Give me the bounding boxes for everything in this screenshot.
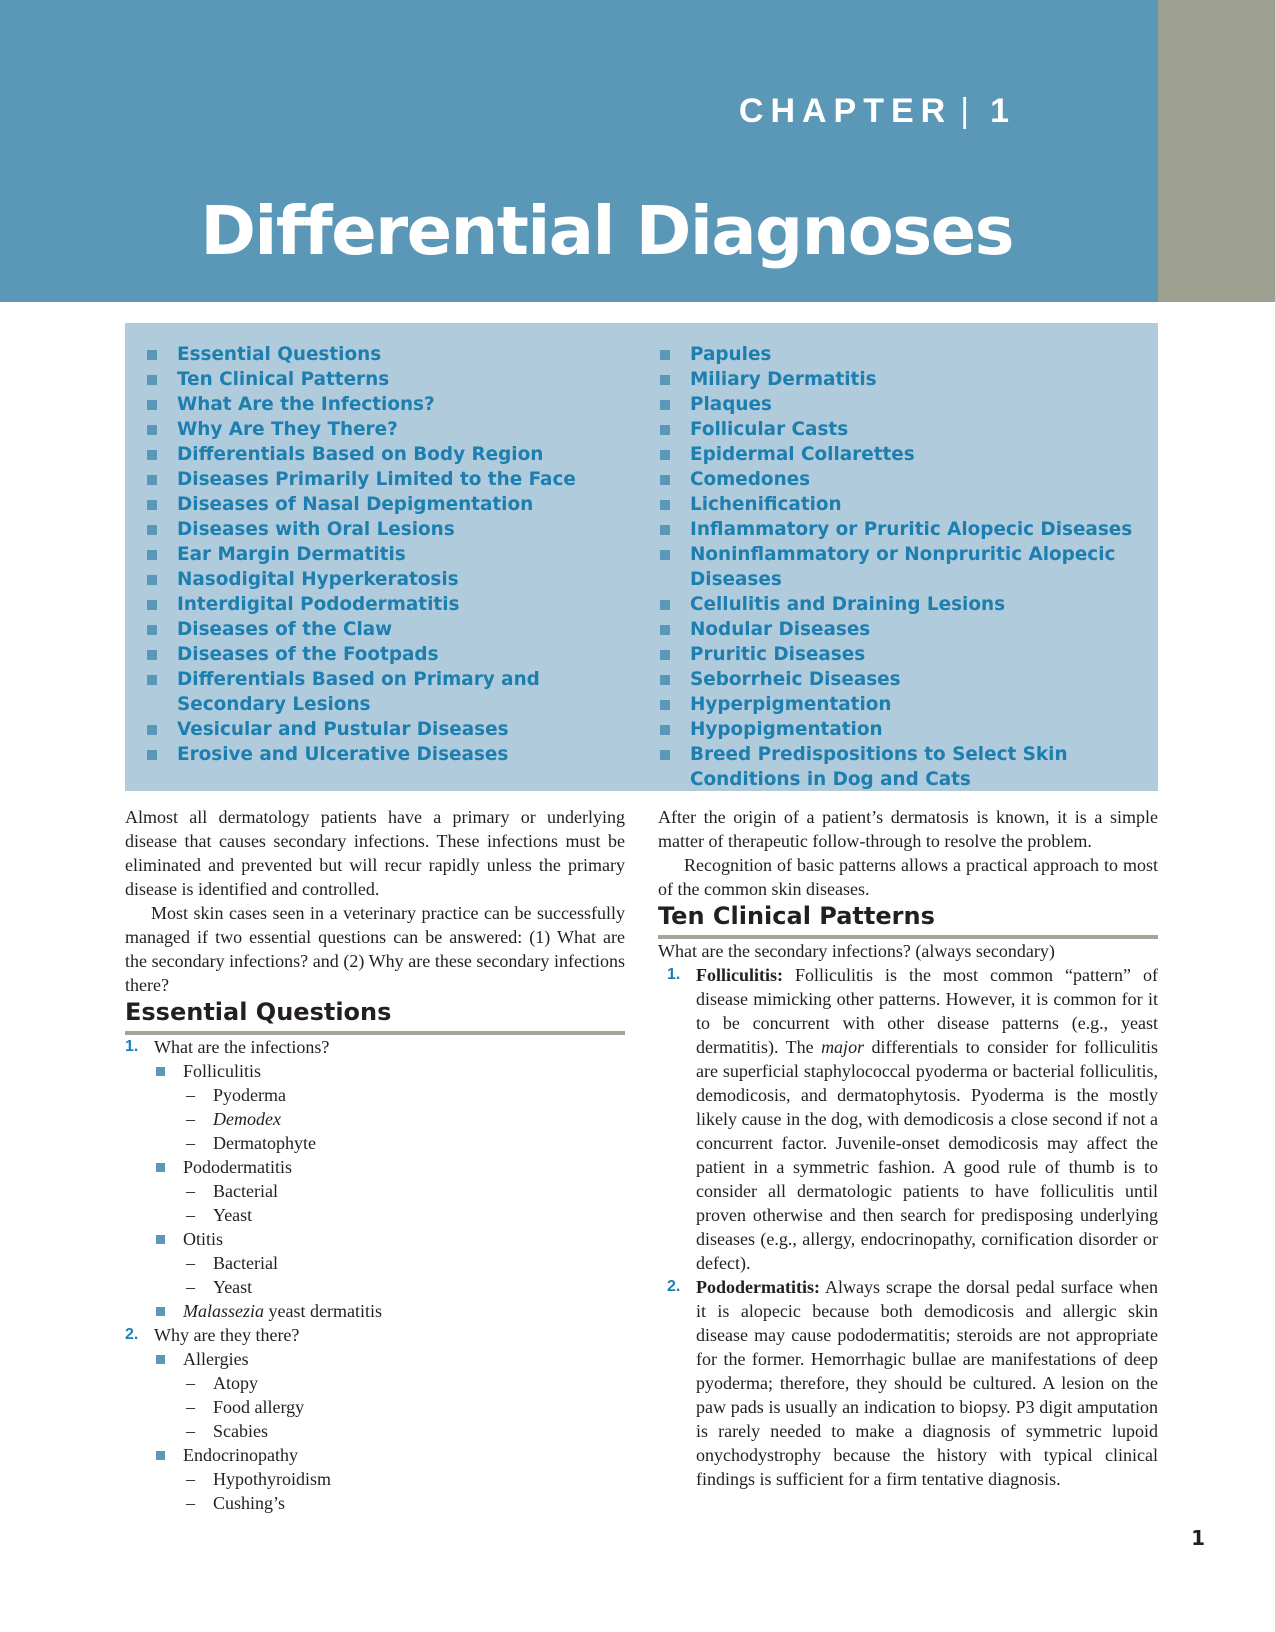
toc-entry-label: Miliary Dermatitis (690, 369, 877, 390)
dash-icon: – (186, 1085, 195, 1105)
toc-entry[interactable] (638, 467, 1138, 492)
bullet-text: Otitis (183, 1229, 224, 1249)
square-bullet-icon (147, 600, 157, 610)
toc-entry[interactable] (638, 667, 1138, 692)
bullet-text: Folliculitis (183, 1061, 262, 1081)
square-bullet-icon (147, 625, 157, 635)
pattern-emphasis: major (821, 1037, 865, 1057)
toc-entry-label: Breed Predispositions to Select Skin Conditions in Dog and Cats (690, 744, 1068, 790)
dash-text: Atopy (213, 1373, 258, 1393)
dash-text: Cushing’s (213, 1493, 286, 1513)
dash-icon: – (186, 1397, 195, 1417)
square-bullet-icon (156, 1235, 165, 1244)
dash-text: Food allergy (213, 1397, 305, 1417)
toc-entry-label: Differentials Based on Body Region (177, 444, 544, 465)
pattern-term: Pododermatitis: (696, 1277, 820, 1297)
toc-entry-label: Nodular Diseases (690, 619, 871, 640)
square-bullet-icon (660, 650, 670, 660)
dash-text: Yeast (213, 1277, 253, 1297)
square-bullet-icon (147, 375, 157, 385)
dash-icon: – (186, 1421, 195, 1441)
item-number: 2. (125, 1326, 139, 1343)
toc-entry-label: Epidermal Collarettes (690, 444, 915, 465)
pattern-text: Always scrape the dorsal pedal surface when it is alopecic because both demodicosis and allergic skin disease may cause pododermatitis; steroids are not appropriate for the former. Hemorrhagic bullae are manifestations of deep pyoderma; therefore, they should be cultured. A lesion on the paw pads is usually an indication to biopsy. P3 digit amputation is rarely needed to make a diagnosis of symmetric lupoid onychodystrophy because the history with typical clinical findings is sufficient for a firm tentative diagnosis. (696, 1277, 1158, 1489)
toc-entry-label: Diseases Primarily Limited to the Face (177, 469, 576, 490)
ten-clinical-patterns-heading: Ten Clinical Patterns (658, 901, 1158, 939)
chapter-header-band (0, 0, 1158, 302)
dash-icon: – (186, 1493, 195, 1513)
dash-icon: – (186, 1373, 195, 1393)
square-bullet-icon (147, 350, 157, 360)
square-bullet-icon (660, 475, 670, 485)
toc-entry-label: Cellulitis and Draining Lesions (690, 594, 1006, 615)
toc-entry-label: Comedones (690, 469, 811, 490)
bullet-item (125, 1443, 625, 1467)
dash-item (125, 1395, 625, 1419)
item-text: Why are they there? (154, 1325, 300, 1345)
square-bullet-icon (660, 675, 670, 685)
toc-entry[interactable] (125, 392, 615, 417)
square-bullet-icon (660, 350, 670, 360)
toc-entry[interactable] (125, 542, 615, 567)
toc-entry-label: Diseases with Oral Lesions (177, 519, 455, 540)
dash-text: Bacterial (213, 1253, 278, 1273)
toc-entry[interactable] (638, 392, 1138, 417)
toc-entry[interactable] (638, 342, 1138, 367)
dash-item (125, 1371, 625, 1395)
bullet-text-italic: Malassezia (183, 1301, 264, 1321)
toc-entry[interactable] (125, 742, 615, 767)
toc-entry-label: Inflammatory or Pruritic Alopecic Diseases (690, 519, 1133, 540)
toc-entry-label: Noninflammatory or Nonpruritic Alopecic Diseases (690, 544, 1116, 590)
square-bullet-icon (147, 475, 157, 485)
dash-text: Hypothyroidism (213, 1469, 332, 1489)
toc-entry-label: Diseases of the Footpads (177, 644, 439, 665)
toc-entry[interactable] (638, 542, 1138, 592)
square-bullet-icon (147, 750, 157, 760)
right-text-column (658, 805, 1158, 1491)
toc-entry[interactable] (125, 592, 615, 617)
bullet-text: Endocrinopathy (183, 1445, 298, 1465)
square-bullet-icon (660, 550, 670, 560)
bullet-text: Pododermatitis (183, 1157, 292, 1177)
square-bullet-icon (156, 1307, 165, 1316)
toc-entry-label: Interdigital Pododermatitis (177, 594, 460, 615)
bullet-item (125, 1347, 625, 1371)
toc-left-column (125, 342, 615, 767)
toc-entry-label: Hyperpigmentation (690, 694, 892, 715)
square-bullet-icon (147, 675, 157, 685)
toc-entry[interactable] (125, 567, 615, 592)
square-bullet-icon (660, 500, 670, 510)
toc-entry-label: Nasodigital Hyperkeratosis (177, 569, 459, 590)
chapter-contents-box (125, 323, 1158, 791)
square-bullet-icon (156, 1067, 165, 1076)
item-number: 1. (125, 1038, 139, 1055)
square-bullet-icon (660, 525, 670, 535)
toc-entry-label: Pruritic Diseases (690, 644, 866, 665)
page-number: 1 (1191, 1526, 1205, 1550)
dash-item (125, 1203, 625, 1227)
dash-icon: – (186, 1133, 195, 1153)
square-bullet-icon (147, 500, 157, 510)
dash-item (125, 1275, 625, 1299)
pattern-term: Folliculitis: (696, 965, 783, 985)
toc-entry-label: Why Are They There? (177, 419, 398, 440)
dash-icon: – (186, 1469, 195, 1489)
toc-entry-label: Papules (690, 344, 772, 365)
toc-entry[interactable] (638, 442, 1138, 467)
toc-entry-label: Ten Clinical Patterns (177, 369, 390, 390)
dash-item (125, 1131, 625, 1155)
toc-entry[interactable] (125, 517, 615, 542)
pattern-text: Folliculitis is the most common “pattern” of disease mimicking other patterns. However, it is common for it to be concurrent with other disease patterns (e.g., yeast dermatitis). The (696, 965, 1158, 1057)
square-bullet-icon (660, 625, 670, 635)
dash-text: Pyoderma (213, 1085, 286, 1105)
dash-item (125, 1179, 625, 1203)
toc-entry[interactable] (638, 592, 1138, 617)
toc-entry[interactable] (125, 667, 615, 717)
toc-entry[interactable] (125, 642, 615, 667)
square-bullet-icon (147, 400, 157, 410)
square-bullet-icon (660, 750, 670, 760)
dash-item (125, 1491, 625, 1515)
square-bullet-icon (147, 425, 157, 435)
dash-icon: – (186, 1277, 195, 1297)
toc-entry-label: Essential Questions (177, 344, 382, 365)
square-bullet-icon (660, 400, 670, 410)
dash-text: Bacterial (213, 1181, 278, 1201)
dash-item (125, 1419, 625, 1443)
dash-text: Dermatophyte (213, 1133, 316, 1153)
toc-entry-label: Hypopigmentation (690, 719, 883, 740)
square-bullet-icon (156, 1355, 165, 1364)
square-bullet-icon (147, 525, 157, 535)
toc-entry-label: Diseases of the Claw (177, 619, 393, 640)
dash-icon: – (186, 1253, 195, 1273)
chapter-number: 1 (990, 92, 1016, 130)
chapter-label (739, 92, 1016, 131)
numbered-pattern-item (658, 1275, 1158, 1491)
square-bullet-icon (660, 700, 670, 710)
item-number: 1. (667, 966, 681, 983)
dash-icon: – (186, 1205, 195, 1225)
numbered-item (125, 1323, 625, 1347)
chapter-word: CHAPTER (738, 92, 953, 130)
toc-entry[interactable] (125, 417, 615, 442)
toc-right-column (638, 342, 1138, 792)
square-bullet-icon (147, 550, 157, 560)
dash-icon: – (186, 1181, 195, 1201)
toc-entry[interactable] (125, 617, 615, 642)
intro-paragraph: Most skin cases seen in a veterinary practice can be successfully managed if two essential questions can be answered: (1) What are the secondary infections? and (2) Why are these secondary infections there? (125, 903, 625, 995)
chapter-header-side-tab (1158, 0, 1275, 302)
toc-entry[interactable] (125, 492, 615, 517)
toc-entry[interactable] (638, 742, 1138, 792)
bullet-item (125, 1155, 625, 1179)
dash-item (125, 1107, 625, 1131)
toc-entry[interactable] (638, 367, 1138, 392)
square-bullet-icon (147, 725, 157, 735)
toc-entry[interactable] (638, 692, 1138, 717)
square-bullet-icon (660, 450, 670, 460)
toc-entry[interactable] (638, 517, 1138, 542)
numbered-pattern-item (658, 963, 1158, 1275)
bullet-item (125, 1059, 625, 1083)
toc-entry[interactable] (125, 442, 615, 467)
bullet-item (125, 1299, 625, 1323)
square-bullet-icon (156, 1451, 165, 1460)
toc-entry[interactable] (638, 642, 1138, 667)
toc-entry-label: Follicular Casts (690, 419, 849, 440)
dash-item (125, 1467, 625, 1491)
dash-text: Demodex (213, 1109, 281, 1129)
chapter-title: Differential Diagnoses (200, 192, 1013, 270)
body-paragraph: After the origin of a patient’s dermatosis is known, it is a simple matter of therapeutic follow-through to resolve the problem. (658, 807, 1158, 851)
dash-text: Yeast (213, 1205, 253, 1225)
numbered-item (125, 1035, 625, 1059)
bullet-text: Allergies (183, 1349, 249, 1369)
square-bullet-icon (660, 425, 670, 435)
toc-entry-label: Ear Margin Dermatitis (177, 544, 406, 565)
toc-entry-label: Plaques (690, 394, 772, 415)
toc-entry-label: Lichenification (690, 494, 842, 515)
square-bullet-icon (156, 1163, 165, 1172)
toc-entry-label: Vesicular and Pustular Diseases (177, 719, 509, 740)
square-bullet-icon (660, 375, 670, 385)
essential-questions-heading: Essential Questions (125, 997, 625, 1035)
lead-sentence: What are the secondary infections? (always secondary) (658, 941, 1055, 961)
square-bullet-icon (147, 650, 157, 660)
left-text-column (125, 805, 625, 1515)
toc-entry-label: Differentials Based on Primary and Secondary Lesions (177, 669, 540, 715)
dash-item (125, 1251, 625, 1275)
toc-entry-label: What Are the Infections? (177, 394, 435, 415)
toc-entry-label: Seborrheic Diseases (690, 669, 901, 690)
toc-entry-label: Erosive and Ulcerative Diseases (177, 744, 509, 765)
toc-entry[interactable] (125, 342, 615, 367)
chapter-separator: | (960, 92, 977, 130)
dash-icon: – (186, 1109, 195, 1129)
toc-entry[interactable] (125, 717, 615, 742)
toc-entry[interactable] (125, 467, 615, 492)
toc-entry[interactable] (125, 367, 615, 392)
intro-paragraph: Almost all dermatology patients have a primary or underlying disease that causes secondary infections. These infections must be eliminated and prevented but will recur rapidly unless the primary disease is identified and controlled. (125, 807, 625, 899)
square-bullet-icon (147, 450, 157, 460)
square-bullet-icon (660, 600, 670, 610)
toc-entry[interactable] (638, 417, 1138, 442)
dash-text: Scabies (213, 1421, 268, 1441)
square-bullet-icon (147, 575, 157, 585)
item-number: 2. (667, 1278, 681, 1295)
body-paragraph: Recognition of basic patterns allows a practical approach to most of the common skin diseases. (658, 855, 1158, 899)
toc-entry-label: Diseases of Nasal Depigmentation (177, 494, 534, 515)
bullet-text: yeast dermatitis (264, 1301, 382, 1321)
toc-entry[interactable] (638, 492, 1138, 517)
toc-entry[interactable] (638, 617, 1138, 642)
toc-entry[interactable] (638, 717, 1138, 742)
pattern-text: differentials to consider for folliculitis are superficial staphylococcal pyoderma or bacterial folliculitis, demodicosis, and dermatophytosis. Pyoderma is the mostly likely cause in the dog, with demodicosis a close second if not a concurrent factor. Juvenile-onset demodicosis may affect the patient in a symmetric fashion. A good rule of thumb is to consider all dermatologic patients to have folliculitis until proven otherwise and then search for predisposing underlying diseases (e.g., allergy, endocrinopathy, cornification disorder or defect). (696, 1037, 1158, 1273)
dash-item (125, 1083, 625, 1107)
square-bullet-icon (660, 725, 670, 735)
bullet-item (125, 1227, 625, 1251)
item-text: What are the infections? (154, 1037, 330, 1057)
